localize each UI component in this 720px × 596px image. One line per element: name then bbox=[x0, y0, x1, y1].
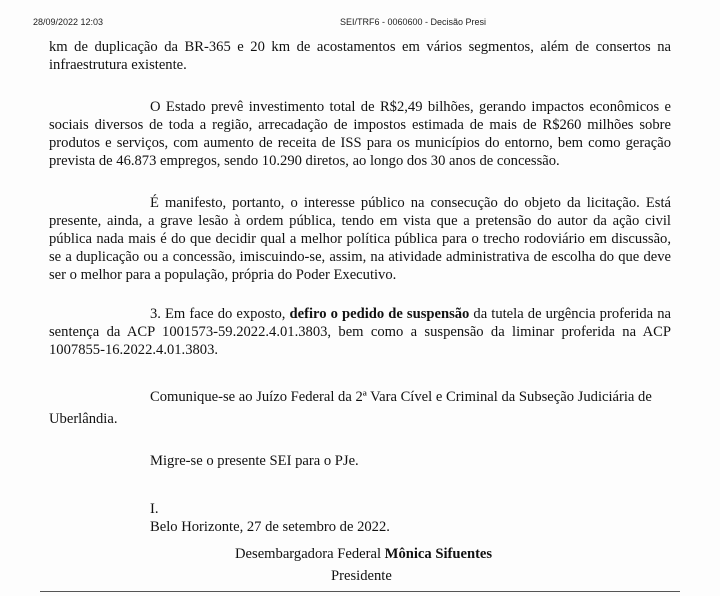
paragraph-duplication: km de duplicação da BR-365 e 20 km de acostamentos em vários segmentos, além de consertos na infraestrutura existente. bbox=[49, 39, 671, 73]
paragraph-decision bbox=[49, 305, 671, 359]
decision-text-pre: 3. Em face do exposto, bbox=[150, 306, 290, 322]
print-header bbox=[0, 17, 720, 31]
decision-text-post: da tutela de urgência proferida na sentença da ACP 1001573-59.2022.4.01.3803, bem como a suspensão da liminar proferida na ACP 1007855-16.2022.4.01.3803. bbox=[49, 306, 671, 358]
document-id: SEI/TRF6 - 0060600 - Decisão Presi bbox=[340, 17, 487, 27]
paragraph-communication bbox=[49, 388, 671, 428]
paragraph-intimate: I. bbox=[150, 501, 159, 517]
signature-role: Presidente bbox=[331, 568, 392, 584]
print-timestamp: 28/09/2022 12:03 bbox=[33, 17, 104, 27]
communication-line-1: Comunique-se ao Juízo Federal da 2ª Vara Cível e Criminal da Subseção Judiciária de bbox=[150, 389, 652, 405]
paragraph-investment: O Estado prevê investimento total de R$2,49 bilhões, gerando impactos econômicos e sociais diversos de toda a região, arrecadação de impostos estimada de mais de R$260 milhões sobre produtos e serviços, com aumento de receita de ISS para os municípios do entorno, bem como geração prevista de 46.873 empregos, sendo 10.290 diretos, ao longo dos 30 anos de concessão. bbox=[49, 99, 671, 169]
signature-name: Mônica Sifuentes bbox=[384, 546, 493, 562]
bottom-divider bbox=[40, 591, 680, 592]
signature-title: Desembargadora Federal bbox=[235, 546, 385, 562]
decision-text-bold: defiro o pedido de suspensão bbox=[289, 306, 470, 322]
communication-line-2: Uberlândia. bbox=[49, 411, 118, 427]
paragraph-migrate: Migre-se o presente SEI para o PJe. bbox=[150, 453, 359, 469]
place-date: Belo Horizonte, 27 de setembro de 2022. bbox=[150, 519, 390, 535]
paragraph-public-interest: É manifesto, portanto, o interesse público na consecução do objeto da licitação. Está presente, ainda, a grave lesão à ordem pública, tendo em vista que a pretensão do autor da ação civil pública nada mais é do que decidir qual a melhor política pública para o trecho rodoviário em discussão, se a duplicação ou a concessão, imiscuindo-se, assim, na atividade administrativa de escolha do que deve ser o melhor para a população, própria do Poder Executivo. bbox=[49, 195, 671, 283]
